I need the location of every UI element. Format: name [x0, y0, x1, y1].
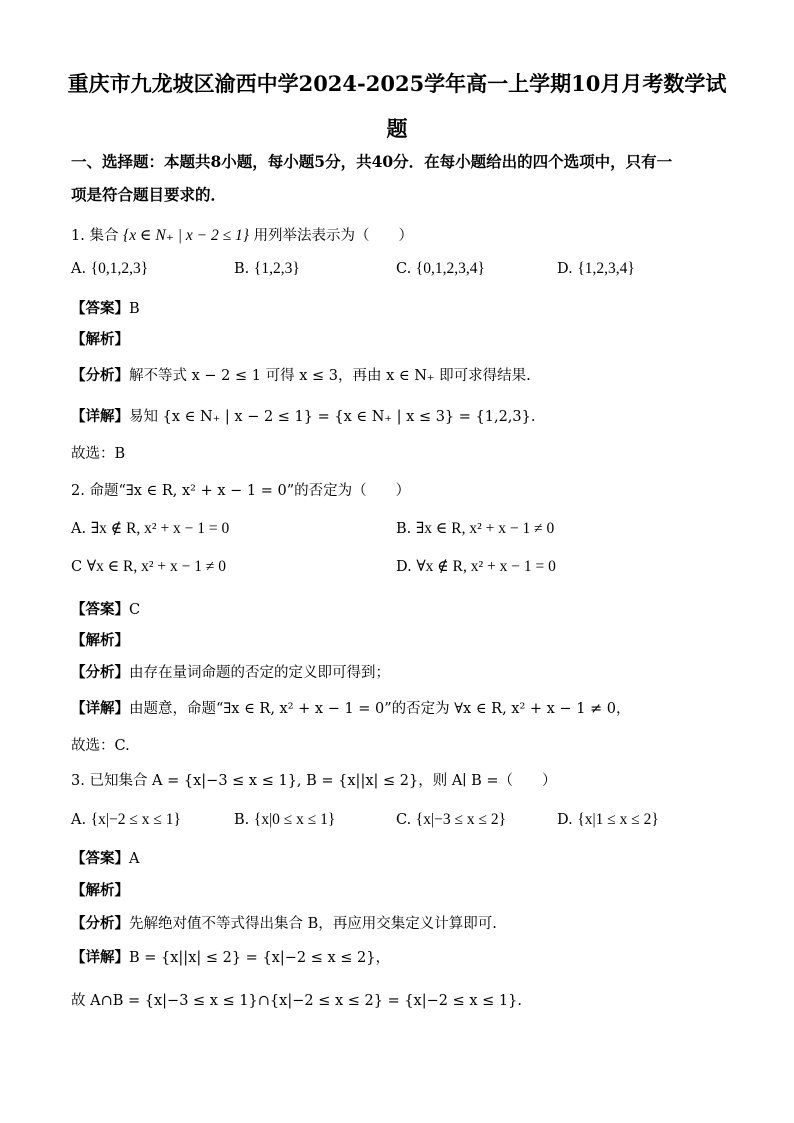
section-heading: 一、选择题：本题共8小题，每小题5分，共40分．在每小题给出的四个选项中，只有一 — [71, 152, 673, 171]
q3-option-c: C. {x|−3 ≤ x ≤ 2} — [396, 811, 507, 828]
question-3-stem: 3. 已知集合 A = {x|−3 ≤ x ≤ 1}, B = {x||x| ≤ 2}，则 A∣ B =（ ） — [71, 773, 557, 789]
q1-option-d: D. {1,2,3,4} — [557, 260, 635, 277]
q2-option-a: A. ∃x ∉ R, x² + x − 1 = 0 — [71, 520, 230, 537]
q2-option-c: C ∀x ∈ R, x² + x − 1 ≠ 0 — [71, 558, 227, 575]
q3-fenxi: 【分析】先解绝对值不等式得出集合 B，再应用交集定义计算即可. — [71, 915, 497, 932]
q2-answer: 【答案】C — [71, 601, 141, 618]
q1-choice: 故选：B — [71, 446, 126, 462]
q2-fenxi: 【分析】由存在量词命题的否定的定义即可得到； — [71, 664, 390, 681]
q1-xiangjie: 【详解】易知 {x ∈ N₊ | x − 2 ≤ 1} = {x ∈ N₊ | x ≤ 3} = {1,2,3}. — [71, 408, 536, 425]
q1-option-a: A. {0,1,2,3} — [71, 260, 149, 277]
q1-answer: 【答案】B — [71, 300, 140, 317]
question-2-stem: 2. 命题“∃x ∈ R, x² + x − 1 = 0”的否定为（ ） — [71, 483, 411, 499]
document-title: 重庆市九龙坡区渝西中学2024-2025学年高一上学期10月月考数学试 — [67, 71, 727, 96]
q2-option-b: B. ∃x ∈ R, x² + x − 1 ≠ 0 — [396, 520, 555, 537]
document-title-continued: 题 — [386, 116, 408, 141]
q3-option-d: D. {x|1 ≤ x ≤ 2} — [557, 811, 659, 828]
section-heading-continued: 项是符合题目要求的． — [71, 185, 227, 204]
q2-analysis-label: 【解析】 — [71, 632, 129, 649]
question-1-math: {x ∈ N₊ | x − 2 ≤ 1} — [123, 227, 249, 244]
q3-option-a: A. {x|−2 ≤ x ≤ 1} — [71, 811, 181, 828]
question-1-prefix: 1. 集合 — [71, 228, 119, 244]
q3-xiangjie: 【详解】B = {x||x| ≤ 2} = {x|−2 ≤ x ≤ 2}， — [71, 949, 390, 966]
q1-fenxi: 【分析】解不等式 x − 2 ≤ 1 可得 x ≤ 3，再由 x ∈ N₊ 即可求得结果. — [71, 367, 531, 384]
q1-analysis-label: 【解析】 — [71, 331, 129, 348]
q2-choice: 故选：C. — [71, 738, 130, 754]
q2-option-d: D. ∀x ∉ R, x² + x − 1 = 0 — [396, 558, 556, 575]
q2-xiangjie: 【详解】由题意，命题“∃x ∈ R, x² + x − 1 = 0”的否定为 ∀x ∈ R, x² + x − 1 ≠ 0， — [71, 700, 631, 717]
q3-answer: 【答案】A — [71, 850, 140, 867]
q3-analysis-label: 【解析】 — [71, 882, 129, 899]
question-1-suffix: 用列举法表示为（ ） — [253, 228, 414, 244]
q1-option-c: C. {0,1,2,3,4} — [396, 260, 485, 277]
question-1-stem — [71, 224, 413, 245]
q3-conclusion: 故 A∩B = {x|−3 ≤ x ≤ 1}∩{x|−2 ≤ x ≤ 2} = {x|−2 ≤ x ≤ 1}. — [71, 993, 522, 1009]
q3-option-b: B. {x|0 ≤ x ≤ 1} — [234, 811, 336, 828]
q1-option-b: B. {1,2,3} — [234, 260, 300, 277]
